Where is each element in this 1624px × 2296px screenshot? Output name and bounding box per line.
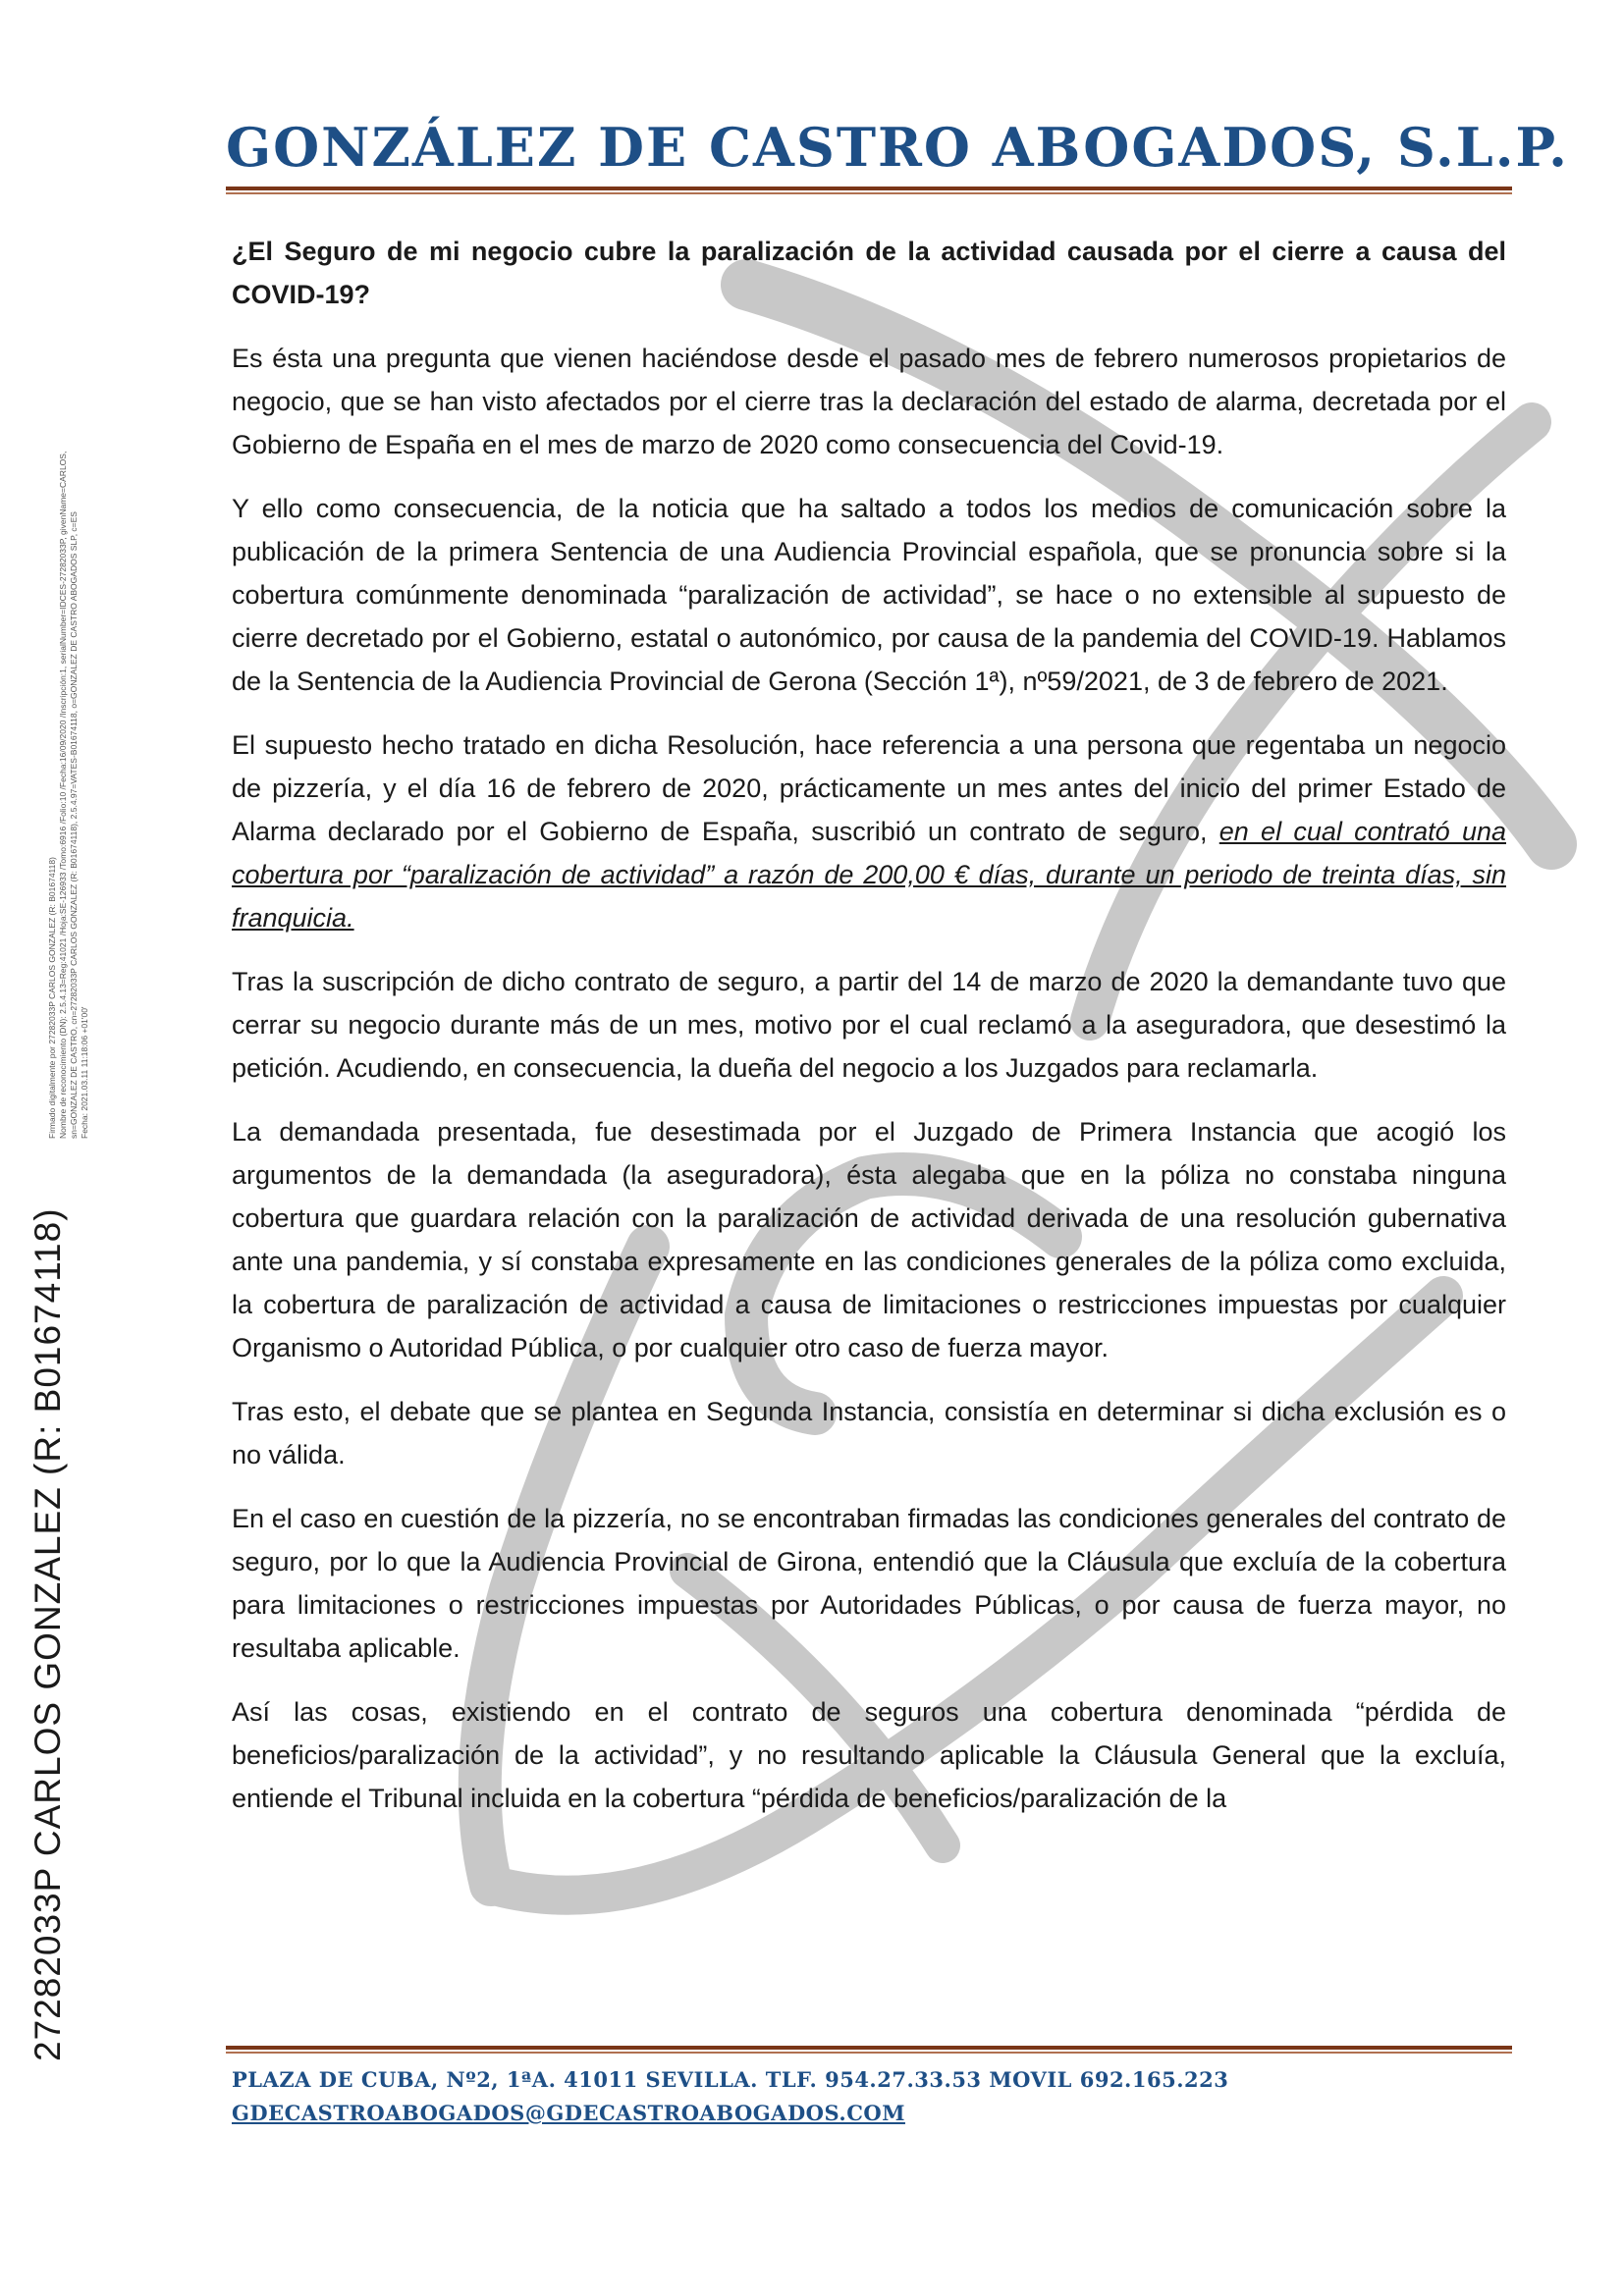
paragraph: Y ello como consecuencia, de la noticia que ha saltado a todos los medios de comunicación sobre la publicación de la primera Sentencia de una Audiencia Provincial española, que se pronuncia sobre si la cobertura comúnmente denominada “paralización de actividad”, se hace o no extensible al supuesto de cierre decretado por el Gobierno, estatal o autonómico, por causa de la pandemia del COVID-19. Hablamos de la Sentencia de la Audiencia Provincial de Gerona (Sección 1ª), nº59/2021, de 3 de febrero de 2021. [232, 494, 1506, 696]
digital-signature-details [47, 196, 90, 1139]
firm-letterhead-title: GONZÁLEZ DE CASTRO ABOGADOS, S.L.P. [226, 116, 1569, 179]
paragraph: Es ésta una pregunta que vienen haciéndose desde el pasado mes de febrero numerosos propietarios de negocio, que se han visto afectados por el cierre tras la declaración del estado de alarma, decretada por el Gobierno de España en el mes de marzo de 2020 como consecuencia del Covid-19. [232, 344, 1506, 459]
signature-meta-line: sn=GONZALEZ DE CASTRO, cn=27282033P CARLOS GONZALEZ (R: B01674118), 2.5.4.97=VATES-B01674118, o=GONZALEZ DE CASTRO ABOGADOS SLP, c=ES [69, 511, 79, 1139]
signature-meta-line: Nombre de reconocimiento (DN): 2.5.4.13=Reg:41021 /Hoja:SE-126933 /Tomo:6916 /Folio:10 /Fecha:16/09/2020 /Inscripción:1, serialNumber=IDCES-27282033P, givenName=CARLOS, [58, 451, 68, 1139]
paragraph: Así las cosas, existiendo en el contrato de seguros una cobertura denominada “pérdida de beneficios/paralización de la actividad”, y no resultando aplicable la Cláusula General que la excluía, entiende el Tribunal incluida en la cobertura “pérdida de beneficios/paralización de la [232, 1697, 1506, 1813]
paragraph: La demandada presentada, fue desestimada por el Juzgado de Primera Instancia que acogió los argumentos de la demandada (la aseguradora), ésta alegaba que en la póliza no constaba ninguna cobertura que guardara relación con la paralización de actividad derivada de una resolución gubernativa ante una pandemia, y sí constaba expresamente en las condiciones generales de la póliza como excluida, la cobertura de paralización de actividad a causa de limitaciones o restricciones impuestas por cualquier Organismo o Autoridad Pública, o por cualquier otro caso de fuerza mayor. [232, 1117, 1506, 1362]
header-divider [226, 187, 1512, 190]
paragraph-text: El supuesto hecho tratado en dicha Resolución, hace referencia a una persona que regentaba un negocio de pizzería, y el día 16 de febrero de 2020, prácticamente un mes antes del inicio del primer Estado de Alarma declarado por el Gobierno de España, suscribió un contrato de seguro, [232, 730, 1506, 846]
footer-contact [232, 2063, 1508, 2130]
digital-signature-name: 27282033P CARLOS GONZALEZ (R: B01674118) [27, 1207, 68, 2061]
footer-divider [226, 2046, 1512, 2050]
emphasized-underlined-text: en el cual contrató una cobertura por “paralización de actividad” a razón de 200,00 € días, durante un periodo de treinta días, sin franquicia. [232, 817, 1506, 933]
signature-meta-line: Fecha: 2021.03.11 11:18:06 +01'00' [80, 1006, 89, 1139]
paragraph: Tras la suscripción de dicho contrato de seguro, a partir del 14 de marzo de 2020 la demandante tuvo que cerrar su negocio durante más de un mes, motivo por el cual reclamó a la aseguradora, que desestimó la petición. Acudiendo, en consecuencia, la dueña del negocio a los Juzgados para reclamarla. [232, 967, 1506, 1083]
paragraph: En el caso en cuestión de la pizzería, no se encontraban firmadas las condiciones generales del contrato de seguro, por lo que la Audiencia Provincial de Girona, entendió que la Cláusula que excluía de la cobertura para limitaciones o restricciones impuestas por Autoridades Públicas, o por causa de fuerza mayor, no resultaba aplicable. [232, 1504, 1506, 1663]
document-body [232, 230, 1506, 1841]
signature-meta-line: Firmado digitalmente por 27282033P CARLOS GONZALEZ (R: B01674118) [47, 857, 57, 1139]
footer-email-link[interactable]: GDECASTROABOGADOS@GDECASTROABOGADOS.COM [232, 2101, 905, 2125]
header-divider-thin [226, 192, 1512, 194]
footer-divider-thin [226, 2052, 1512, 2054]
paragraph: Tras esto, el debate que se plantea en Segunda Instancia, consistía en determinar si dicha exclusión es o no válida. [232, 1397, 1506, 1469]
footer-address: PLAZA DE CUBA, Nº2, 1ªA. 41011 SEVILLA. TLF. 954.27.33.53 MOVIL 692.165.223 [232, 2067, 1229, 2092]
article-question-heading: ¿El Seguro de mi negocio cubre la paralización de la actividad causada por el cierre a causa del COVID-19? [232, 237, 1506, 309]
paragraph [232, 723, 1506, 939]
